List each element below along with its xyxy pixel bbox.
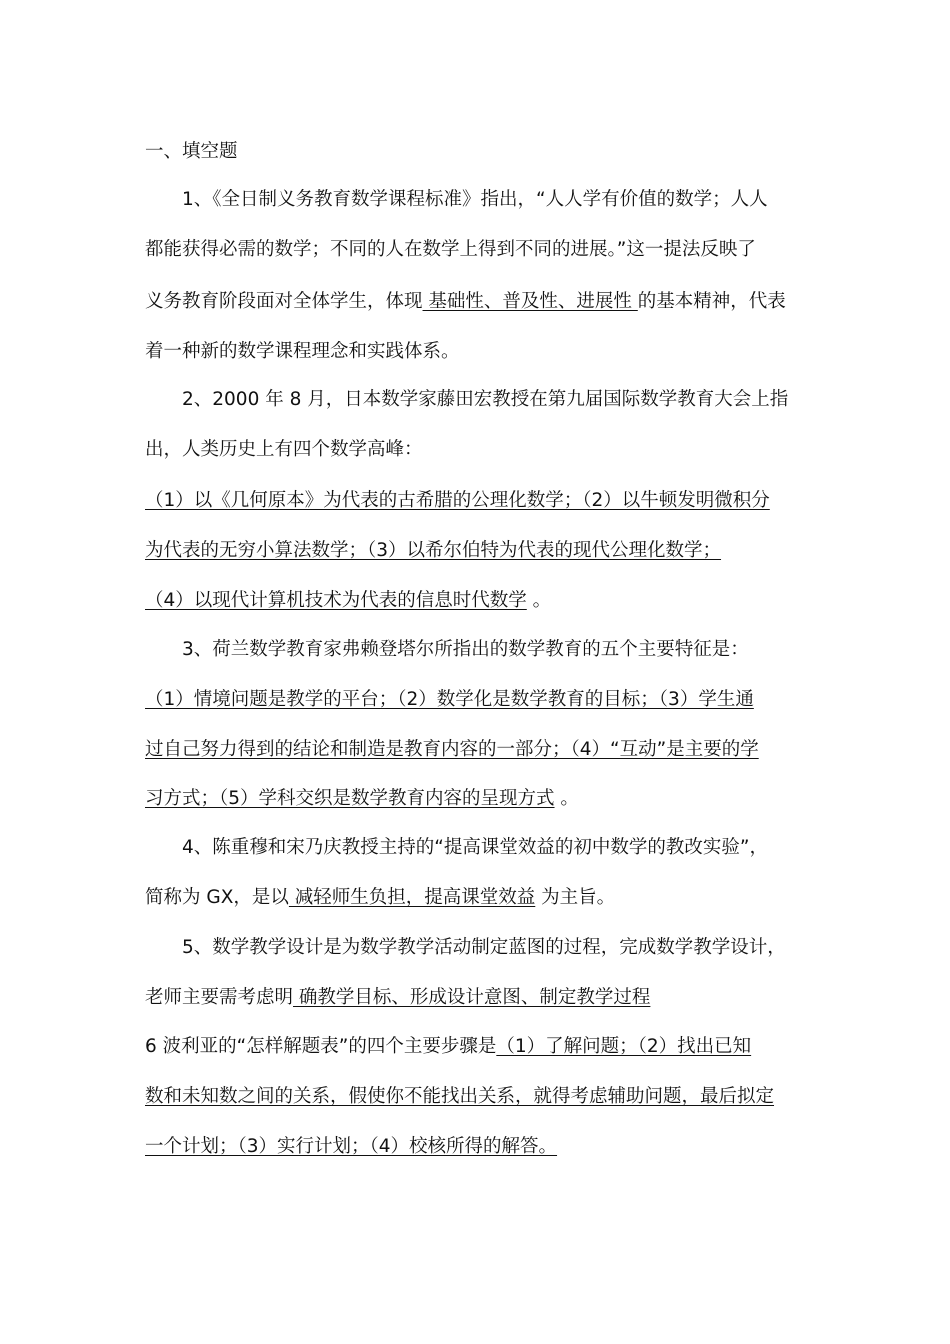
q2-line-1: 2、2000 年 8 月，日本数学家藤田宏教授在第九届国际数学教育大会上指 [182,389,789,410]
q4-text-before: 简称为 GX，是以 [145,887,289,908]
q1-line-4: 着一种新的数学课程理念和实践体系。 [145,341,460,362]
q1-text-after: 的基本精神，代表 [637,291,786,312]
q5-line-1: 5、数学教学设计是为数学教学活动制定蓝图的过程，完成数学教学设计， [182,937,786,958]
q1-answer: 基础性、普及性、进展性 [422,291,638,312]
q1-line-2: 都能获得必需的数学；不同的人在数学上得到不同的进展。”这一提法反映了 [145,239,756,260]
q3-answer-line-2: 过自己努力得到的结论和制造是教育内容的一部分；（4）“互动”是主要的学 [145,739,759,760]
section-title: 一、填空题 [145,141,238,162]
q3-period: 。 [554,788,579,809]
q1-text-before: 义务教育阶段面对全体学生，体现 [145,291,423,312]
q2-period: 。 [526,590,552,611]
q2-answer-3: （4）以现代计算机技术为代表的信息时代数学 [145,590,527,611]
q1-line-3 [145,289,786,315]
q6-answer-line-2: 数和未知数之间的关系，假使你不能找出关系，就得考虑辅助问题，最后拟定 [145,1086,775,1107]
q3-answer-line-1: （1）情境问题是教学的平台；（2）数学化是数学教育的目标；（3）学生通 [145,689,754,710]
q3-answer-3: 习方式；（5）学科交织是数学教育内容的呈现方式 [145,788,555,809]
q1-line-1: 1、《全日制义务教育数学课程标准》指出，“人人学有价值的数学；人人 [182,189,768,210]
q2-line-2: 出，人类历史上有四个数学高峰： [145,439,423,460]
q3-line-1: 3、荷兰数学教育家弗赖登塔尔所指出的数学教育的五个主要特征是： [182,639,749,660]
q2-answer-line-2: 为代表的无穷小算法数学；（3）以希尔伯特为代表的现代公理化数学； [145,540,722,561]
q4-answer: 减轻师生负担，提高课堂效益 [288,887,536,908]
q3-answer-line-3 [145,786,579,812]
q5-text-before: 老师主要需考虑明 [145,987,294,1008]
q6-answer-1: （1）了解问题；（2）找出已知 [496,1036,752,1057]
q4-text-after: 为主旨。 [535,887,616,908]
q6-answer-line-3: 一个计划；（3）实行计划；（4）校核所得的解答。 [145,1136,558,1157]
q6-line-1 [145,1034,751,1060]
q2-answer-line-3 [145,588,551,614]
q4-line-1: 4、陈重穆和宋乃庆教授主持的“提高课堂效益的初中数学的教改实验”， [182,837,768,858]
q5-answer: 确教学目标、形成设计意图、制定教学过程 [293,987,651,1008]
q2-answer-line-1: （1）以《几何原本》为代表的古希腊的公理化数学；（2）以牛顿发明微积分 [145,490,770,511]
q5-line-2 [145,985,650,1011]
q4-line-2 [145,885,615,911]
q6-text-before: 6 波利亚的“怎样解题表”的四个主要步骤是 [145,1036,497,1057]
